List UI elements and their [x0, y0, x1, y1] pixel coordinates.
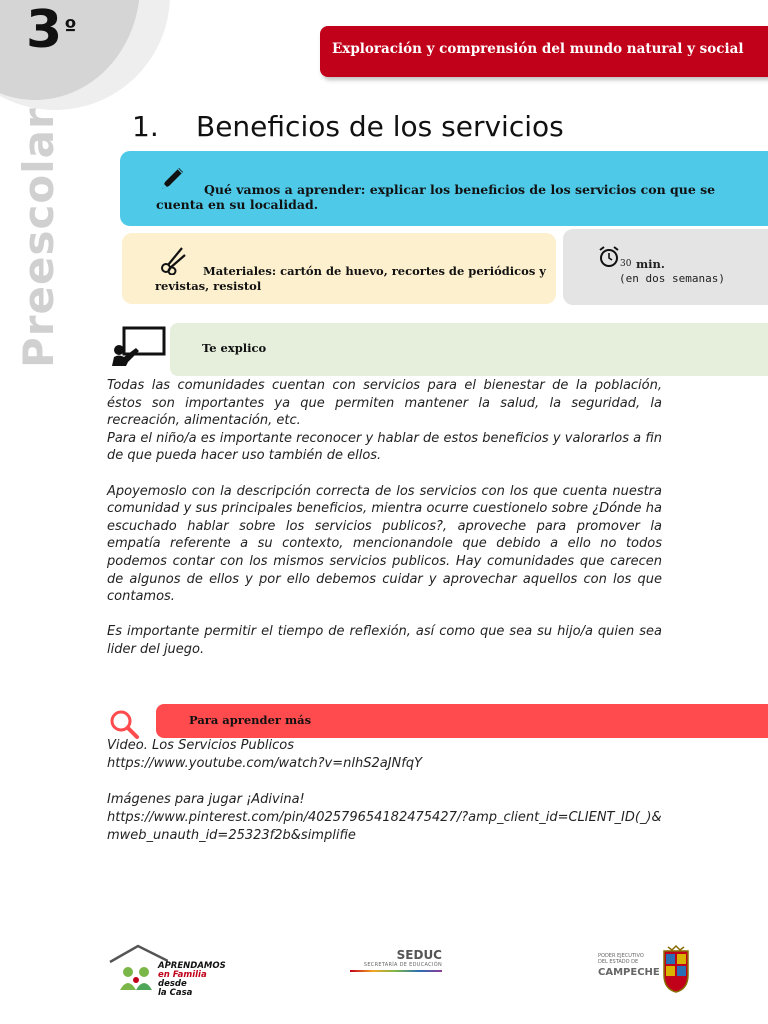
paragraph: Todas las comunidades cuentan con servicios para el bienestar de la población, éstos son importantes ya que permiten mantener la salud, la seguridad, la recreación, alimentación, etc.: [107, 378, 662, 429]
seduc-logo: SEDUC SECRETARÍA DE EDUCACIÓN: [350, 948, 442, 978]
aprendamos-logo: [108, 944, 238, 998]
paragraph: Para el niño/a es importante reconocer y hablar de estos beneficios y valorarlos a fin de que pueda hacer uso también de ellos.: [107, 430, 662, 464]
time-unit: min.: [636, 257, 665, 271]
lesson-title: 1. Beneficios de los servicios: [132, 110, 564, 143]
explanation-body: [107, 377, 662, 659]
time-value: 30: [620, 259, 632, 269]
learn-more-box: [156, 704, 768, 738]
search-icon: [108, 708, 140, 740]
explain-label: Te explico: [202, 341, 267, 355]
aprendamos-text: APRENDAMOS en Familia desde la Casa: [158, 961, 226, 998]
images-label: Imágenes para jugar ¡Adivina!: [107, 792, 305, 807]
alarm-clock-icon: [597, 245, 621, 269]
video-label: Video. Los Servicios Publicos: [107, 738, 295, 753]
learn-objective-box: [120, 151, 768, 226]
grade-label: $3^º$: [26, 0, 77, 60]
learn-more-label: Para aprender más: [189, 713, 312, 727]
materials-text: Materiales: cartón de huevo, recortes de periódicos y revistas, resistol: [155, 264, 546, 293]
level-vertical-title: Preescolar: [14, 107, 63, 368]
explain-box: [170, 323, 768, 376]
images-link[interactable]: https://www.pinterest.com/pin/402579654182475427/?amp_client_id=CLIENT_ID(_)&mweb_unauth_id=25323f2b&simplifie: [107, 810, 662, 843]
paragraph: Apoyemoslo con la descripción correcta de los servicios con los que cuenta nuestra comunidad y sus principales beneficios, mientra ocurre cuestionelo sobre ¿Dónde ha escuchado hablar sobre los servicios publicos?, aproveche para promover la empatía referente a su contexto, mencionandole que debido a ello no todos podemos contar con los mismos servicios publicos. Hay comunidades que carecen de algunos de ellos y por ello debemos cuidar y aprovechar aquellos con los que contamos.: [107, 483, 662, 605]
time-box: [563, 229, 768, 305]
materials-box: [122, 233, 556, 304]
paragraph: Es importante permitir el tiempo de reflexión, así como que sea su hijo/a quien sea lider del juego.: [107, 624, 662, 657]
resources-list: [107, 737, 667, 845]
campeche-shield-icon: [660, 945, 692, 993]
subject-banner: Exploración y comprensión del mundo natural y social: [320, 26, 768, 77]
teacher-board-icon: [110, 326, 168, 366]
video-link[interactable]: https://www.youtube.com/watch?v=nlhS2aJNfqY: [107, 756, 423, 771]
time-note: (en dos semanas): [619, 272, 725, 285]
learn-objective-text: Qué vamos a aprender: explicar los beneficios de los servicios con que se cuenta en su localidad.: [156, 182, 716, 212]
campeche-logo: PODER EJECUTIVO DEL ESTADO DE CAMPECHE: [598, 945, 698, 993]
